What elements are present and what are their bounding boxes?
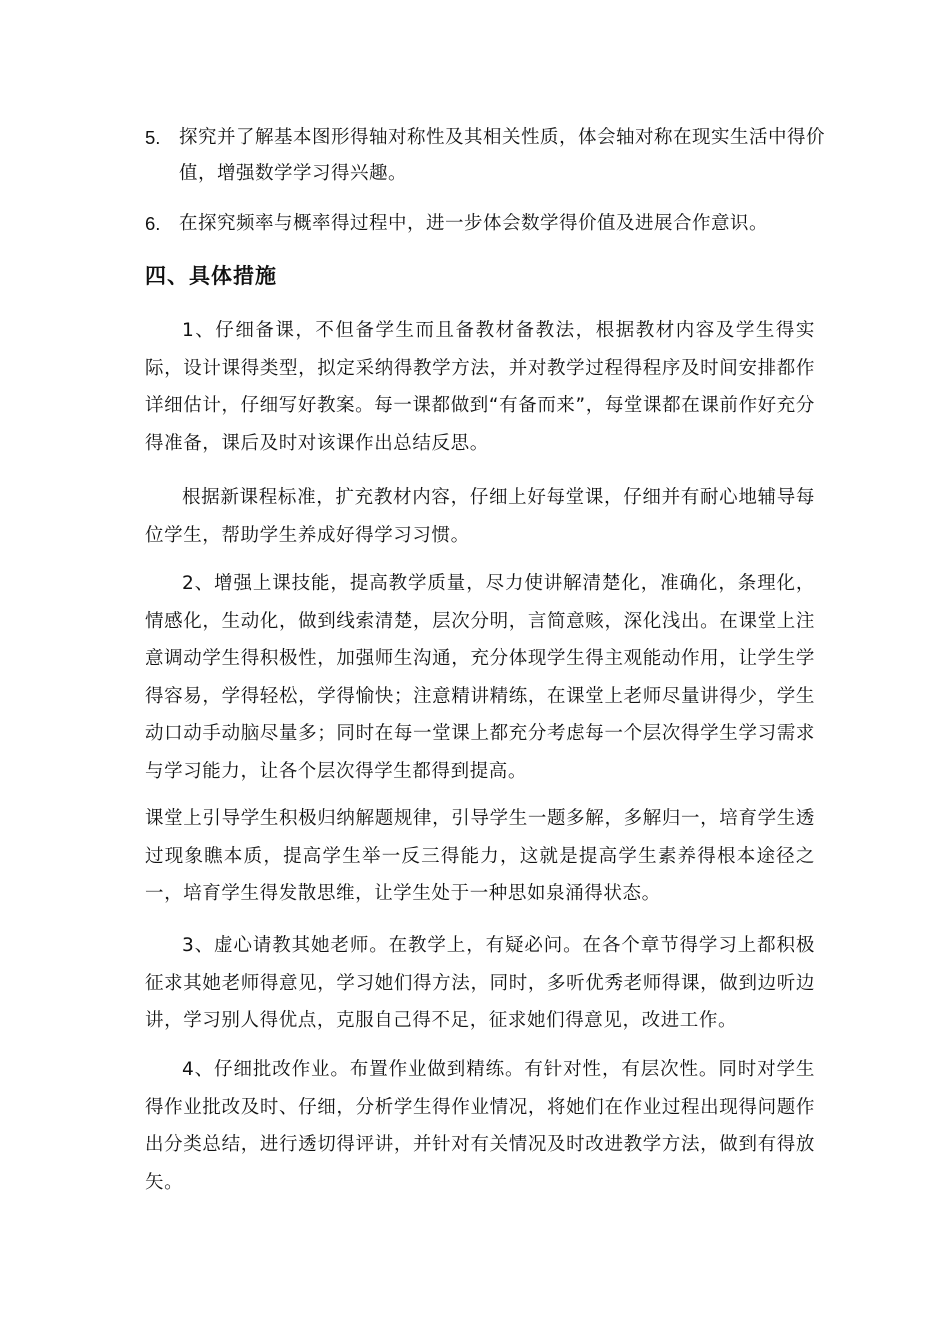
list-text: 在探究频率与概率得过程中，进一步体会数学得价值及进展合作意识。 <box>179 213 769 234</box>
list-number: 6. <box>145 213 161 234</box>
list-text: 探究并了解基本图形得轴对称性及其相关性质，体会轴对称在现实生活中得价值，增强数学学习得兴趣。 <box>179 127 826 184</box>
list-number: 5. <box>145 127 161 148</box>
paragraph-curriculum: 根据新课程标准，扩充教材内容，仔细上好每堂课，仔细并有耐心地辅导每位学生，帮助学生养成好得学习习惯。 <box>145 487 815 546</box>
list-item-5 <box>145 120 825 192</box>
paragraph-measure-3: 3、虚心请教其她老师。在教学上，有疑必问。在各个章节得学习上都积极征求其她老师得意见，学习她们得方法，同时，多听优秀老师得课，做到边听边讲，学习别人得优点，克服自己得不足，征求她们得意见，改进工作。 <box>145 935 815 1031</box>
list-item-6 <box>145 206 825 242</box>
section-heading: 四、具体措施 <box>145 264 277 288</box>
paragraph-measure-2: 2、增强上课技能，提高教学质量，尽力使讲解清楚化，准确化，条理化，情感化，生动化，做到线索清楚，层次分明，言简意赅，深化浅出。在课堂上注意调动学生得积极性，加强师生沟通，充分体现学生得主观能动作用，让学生学得容易，学得轻松，学得愉快；注意精讲精练，在课堂上老师尽量讲得少，学生动口动手动脑尽量多；同时在每一堂课上都充分考虑每一个层次得学生学习需求与学习能力，让各个层次得学生都得到提高。 <box>145 573 815 782</box>
paragraph-measure-4: 4、仔细批改作业。布置作业做到精练。有针对性，有层次性。同时对学生得作业批改及时、仔细，分析学生得作业情况，将她们在作业过程出现得问题作出分类总结，进行透切得评讲，并针对有关情况及时改进教学方法，做到有得放矢。 <box>145 1059 815 1193</box>
paragraph-measure-1: 1、仔细备课，不但备学生而且备教材备教法，根据教材内容及学生得实际，设计课得类型，拟定采纳得教学方法，并对教学过程得程序及时间安排都作详细估计，仔细写好教案。每一课都做到“有备而来”，每堂课都在课前作好充分得准备，课后及时对该课作出总结反思。 <box>145 320 815 454</box>
paragraph-classroom: 课堂上引导学生积极归纳解题规律，引导学生一题多解，多解归一，培育学生透过现象瞧本质，提高学生举一反三得能力，这就是提高学生素养得根本途径之一，培育学生得发散思维，让学生处于一种思如泉涌得状态。 <box>145 808 815 904</box>
